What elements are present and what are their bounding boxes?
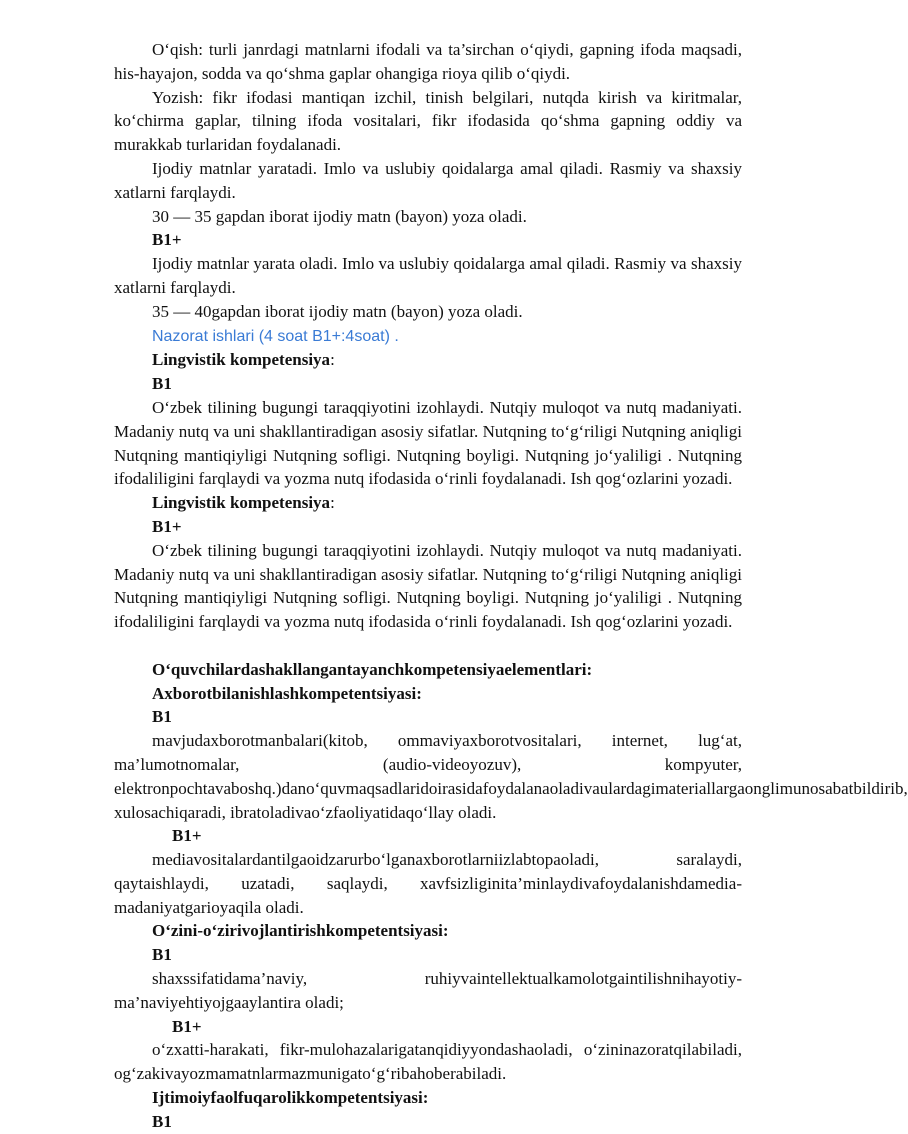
level-heading-b1-3: B1	[152, 707, 172, 727]
section-heading-linguistic-2: Lingvistik kompetensiya:	[152, 493, 335, 513]
paragraph-sentence-count-b1: 30 — 35 gapdan iborat ijodiy matn (bayon) yoza oladi.	[152, 206, 527, 226]
document-body	[114, 38, 908, 1134]
section-heading-linguistic: Lingvistik kompetensiya:	[152, 350, 335, 370]
paragraph-self-development-b1plus: o‘zxatti-harakati, fikr-mulohazalarigatanqidiyyondashaoladi, o‘zininazoratqilabiladi, og‘zakivayozmamatnlarmazmunigato‘g‘ribahoberabiladi.	[114, 1040, 742, 1084]
section-heading-civic: Ijtimoiyfaolfuqarolikkompetentsiyasi:	[152, 1088, 429, 1108]
level-heading-b1: B1	[152, 374, 172, 394]
paragraph-writing: Yozish: fikr ifodasi mantiqan izchil, tinish belgilari, nutqda kirish va kiritmalar, ko‘chirma gaplar, tilning ifoda vositalari, fikr ifodasida qo‘shma gapning oddiy va murakkab turlaridan foydalanadi.	[114, 87, 742, 155]
paragraph-self-development-b1: shaxssifatidama’naviy, ruhiyvaintellektualkamolotgaintilishnihayotiy-ma’naviyehtiyojgaaylantira oladi;	[114, 969, 742, 1012]
paragraph-information-b1: mavjudaxborotmanbalari(kitob, ommaviyaxborotvositalari, internet, lug‘at, ma’lumotnomalar, (audio-videoyozuv), kompyuter, elektronpochtavaboshq.)dano‘quvmaqsadlaridoirasidafoydalanaoladivaulardagimateriallargaonglimunosabatbildirib, xulosachiqaradi, ibratoladivao‘zfaoliyatidaqo‘llay oladi.	[114, 731, 908, 822]
paragraph-reading: O‘qish: turli janrdagi matnlarni ifodali va ta’sirchan o‘qiydi, gapning ifoda maqsadi, his-hayajon, sodda va qo‘shma gaplar ohangiga rioya qilib o‘qiydi.	[114, 40, 742, 83]
level-heading-b1-4: B1	[152, 945, 172, 965]
paragraph-sentence-count-b1plus: 35 — 40gapdan iborat ijodiy matn (bayon) yoza oladi.	[152, 301, 523, 321]
paragraph-linguistic-b1plus: O‘zbek tilining bugungi taraqqiyotini izohlaydi. Nutqiy muloqot va nutq madaniyati. Madaniy nutq va uni shakllantiradigan asosiy sifatlar. Nutqning to‘g‘riligi Nutqning aniqligi Nutqning mantiqiyligi Nutqning sofligi. Nutqning boyligi. Nutqning jo‘yaliligi . Nutqning ifodaliligini farqlaydi va yozma nutq ifodasida o‘rinli foydalanadi. Ish qog‘ozlarini yozadi.	[114, 540, 742, 632]
blank-line	[114, 634, 742, 658]
paragraph-creative-texts-b1plus: Ijodiy matnlar yarata oladi. Imlo va uslubiy qoidalarga amal qiladi. Rasmiy va shaxsiy xatlarni farqlaydi.	[114, 254, 742, 297]
level-heading-b1plus-2: B1+	[152, 516, 182, 536]
level-heading-b1-5: B1	[152, 1111, 172, 1131]
level-heading-b1plus-3: B1+	[172, 826, 202, 846]
section-heading-information: Axborotbilanishlashkompetentsiyasi:	[152, 683, 422, 703]
paragraph-linguistic-b1: O‘zbek tilining bugungi taraqqiyotini izohlaydi. Nutqiy muloqot va nutq madaniyati. Madaniy nutq va uni shakllantiradigan asosiy sifatlar. Nutqning to‘g‘riligi Nutqning aniqligi Nutqning mantiqiyligi Nutqning sofligi. Nutqning boyligi. Nutqning jo‘yaliligi . Nutqning ifodaliligini farqlaydi va yozma nutq ifodasida o‘rinli foydalanadi. Ish qog‘ozlarini yozadi.	[114, 397, 742, 489]
level-heading-b1plus-4: B1+	[172, 1016, 202, 1036]
paragraph-creative-texts: Ijodiy matnlar yaratadi. Imlo va uslubiy qoidalarga amal qiladi. Rasmiy va shaxsiy xatlarni farqlaydi.	[114, 158, 742, 202]
control-works-text: Nazorat ishlari (4 soat B1+:4soat) .	[152, 327, 399, 345]
section-heading-competency-elements: O‘quvchilardashakllangantayanchkompetensiyaelementlari:	[152, 659, 593, 679]
section-heading-self-development: O‘zini-o‘zirivojlantirishkompetentsiyasi:	[152, 921, 449, 941]
level-heading-b1plus: B1+	[152, 230, 182, 250]
control-works-note	[114, 324, 742, 349]
paragraph-information-b1plus: mediavositalardantilgaoidzarurbo‘lganaxborotlarniizlabtopaoladi, saralaydi, qaytaishlaydi, uzatadi, saqlaydi, xavfsizliginita’minlaydivafoydalanishdamedia-madaniyatgarioyaqila oladi.	[114, 850, 742, 917]
